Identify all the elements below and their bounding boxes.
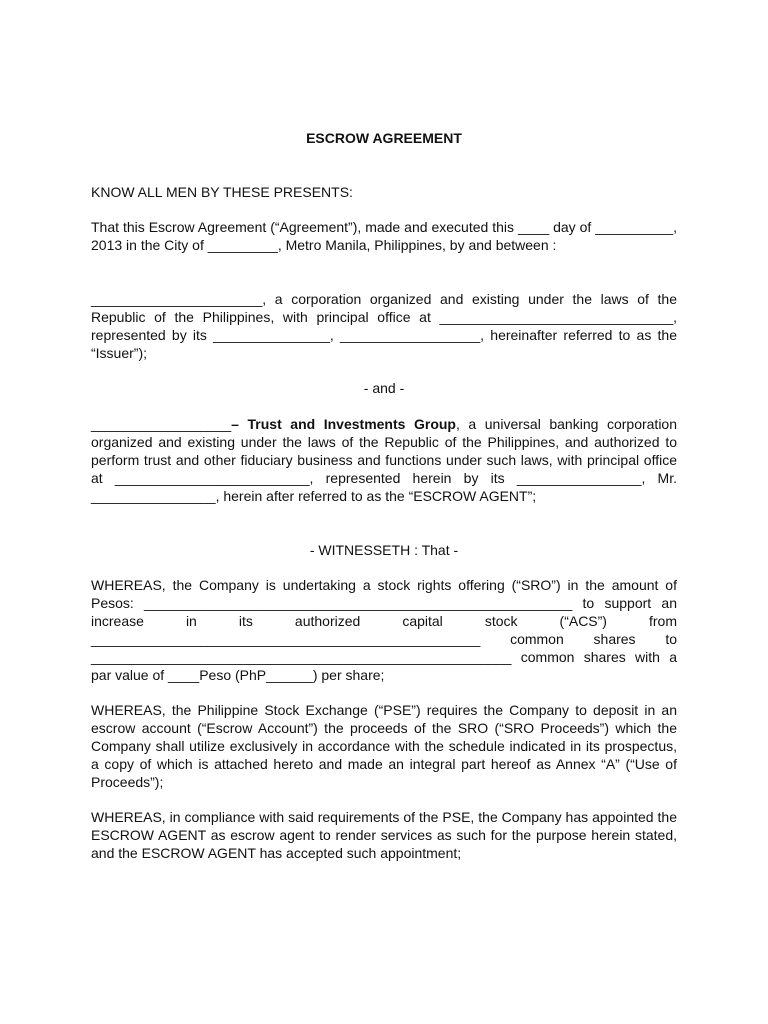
agreement-intro-paragraph: That this Escrow Agreement (“Agreement”), made and executed this ____ day of __________, 2013 in the City of _________, Metro Manila, Philippines, by and between : (91, 219, 677, 253)
issuer-paragraph: ______________________, a corporation organized and existing under the laws of the Republic of the Philippines, with principal office at ______________________________, represented by its _______________, __________________, hereinafter referred to as the “Issuer”); (91, 291, 677, 361)
and-separator: - and - (363, 380, 405, 396)
whereas-sro-paragraph: WHEREAS, the Company is undertaking a stock rights offering (“SRO”) in the amount of Pesos: _______________________________________________________ to support an increase in its authorized capital stock (“ACS”) from __________________________________________________ common shares to ______________________________________________________ common shares with a par value of ____Peso (PhP______) per share; (91, 577, 677, 683)
whereas-pse-paragraph: WHEREAS, the Philippine Stock Exchange (“PSE”) requires the Company to deposit in an escrow account (“Escrow Account”) the proceeds of the SRO (“SRO Proceeds”) which the Company shall utilize exclusively in accordance with the schedule indicated in its prospectus, a copy of which is attached hereto and made an integral part hereof as Annex “A” (“Use of Proceeds”); (91, 702, 677, 790)
trust-group-name: – Trust and Investments Group (231, 416, 456, 432)
escrow-agent-paragraph (91, 415, 677, 505)
document-title: ESCROW AGREEMENT (306, 130, 462, 146)
escrow-agent-description: , a universal banking corporation organized and existing under the laws of the Republic of the Philippines, and authorized to perform trust and other fiduciary business and functions under such laws, with principal office at _________________________, represented herein by its ________________, Mr. ________________, herein after referred to as the “ESCROW AGENT”; (91, 416, 677, 504)
witnesseth-heading: - WITNESSETH : That - (309, 542, 459, 558)
whereas-appointment-paragraph: WHEREAS, in compliance with said requirements of the PSE, the Company has appointed the ESCROW AGENT as escrow agent to render services as such for the purpose herein stated, and the ESCROW AGENT has accepted such appointment; (91, 809, 677, 861)
trust-blank: __________________ (91, 416, 232, 432)
know-all-men-line: KNOW ALL MEN BY THESE PRESENTS: (91, 184, 353, 200)
